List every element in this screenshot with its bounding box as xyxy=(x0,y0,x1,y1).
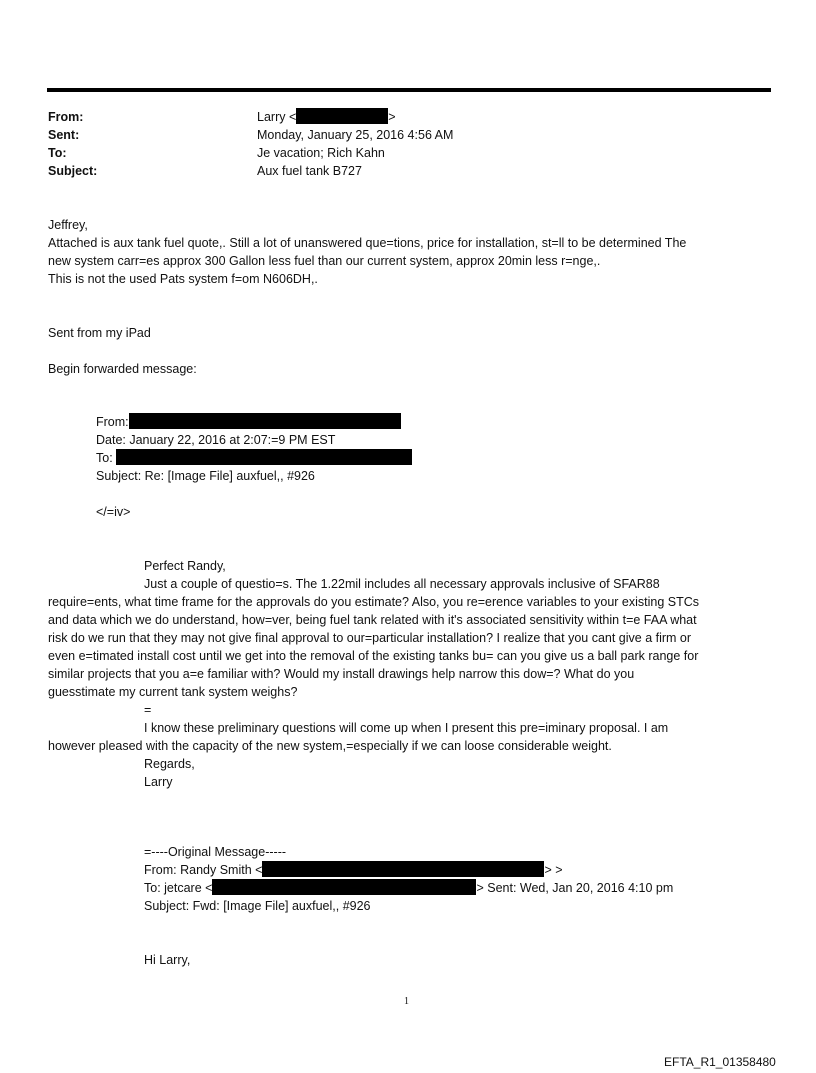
body-greeting: Jeffrey, xyxy=(48,218,88,232)
page-number: 1 xyxy=(404,996,409,1007)
begin-forwarded-line: Begin forwarded message: xyxy=(48,362,197,376)
redaction-bar xyxy=(116,449,412,465)
redaction-bar xyxy=(129,413,401,429)
reply-line: however pleased with the capacity of the new system,=especially if we can loose considerable weight. xyxy=(48,739,612,753)
to-label: To: xyxy=(48,146,67,160)
subject-label: Subject: xyxy=(48,164,98,178)
redaction-bar xyxy=(262,861,544,877)
body-line: Attached is aux tank fuel quote,. Still a lot of unanswered que=tions, price for installation, st=ll to be determined The xyxy=(48,236,687,250)
from-label: From: xyxy=(48,110,84,124)
fwd-from-line: From: xyxy=(96,413,401,431)
sent-value: Monday, January 25, 2016 4:56 AM xyxy=(257,128,454,142)
redaction-bar xyxy=(296,108,388,124)
reply-line: Just a couple of questio=s. The 1.22mil includes all necessary approvals inclusive of SFAR88 xyxy=(144,577,660,591)
original-from-line: From: Randy Smith < > > xyxy=(144,863,563,877)
reply-line: similar projects that you a=e familiar with? Would my install drawings help narrow this dow=? What do you xyxy=(48,667,635,681)
fwd-div-tag: </=iv> xyxy=(96,505,131,519)
reply-signature: Larry xyxy=(144,775,173,789)
reply-line: guesstimate my current tank system weighs? xyxy=(48,685,298,699)
reply-greeting: Perfect Randy, xyxy=(144,559,226,573)
fwd-date-line: Date: January 22, 2016 at 2:07:=9 PM EST xyxy=(96,433,336,447)
header-rule xyxy=(47,88,771,92)
reply-line: require=ents, what time frame for the approvals do you estimate? Also, you re=erence variables to your existing STCs xyxy=(48,595,700,609)
to-value: Je vacation; Rich Kahn xyxy=(257,146,385,160)
reply-line: I know these preliminary questions will come up when I present this pre=iminary proposal. I am xyxy=(144,721,669,735)
redaction-bar xyxy=(212,879,476,895)
original-divider: =----Original Message----- xyxy=(144,845,287,859)
reply-line: even e=timated install cost until we get into the removal of the existing tanks bu= can you give us a ball park range for xyxy=(48,649,699,663)
reply-regards: Regards, xyxy=(144,757,195,771)
fwd-to-line: To: xyxy=(96,449,412,467)
sent-label: Sent: xyxy=(48,128,80,142)
body-line: This is not the used Pats system f=om N606DH,. xyxy=(48,272,318,286)
from-value: Larry < > xyxy=(257,110,396,124)
subject-value: Aux fuel tank B727 xyxy=(257,164,362,178)
original-to-line: To: jetcare < > Sent: Wed, Jan 20, 2016 4:10 pm xyxy=(144,881,674,895)
reply-line: and data which we do understand, how=ver, being fuel tank related with it's associated sensitivity within t=e FAA what xyxy=(48,613,697,627)
reply-equals: = xyxy=(144,703,152,717)
original-greeting: Hi Larry, xyxy=(144,953,191,967)
original-subject-line: Subject: Fwd: [Image File] auxfuel,, #926 xyxy=(144,899,371,913)
bates-number: EFTA_R1_01358480 xyxy=(664,1055,776,1069)
sent-from-line: Sent from my iPad xyxy=(48,326,151,340)
reply-line: risk do we run that they may not give final approval to our=particular installation? I realize that you cant give a firm or xyxy=(48,631,692,645)
fwd-subject-line: Subject: Re: [Image File] auxfuel,, #926 xyxy=(96,469,315,483)
body-line: new system carr=es approx 300 Gallon less fuel than our current system, approx 20min less r=nge,. xyxy=(48,254,601,268)
